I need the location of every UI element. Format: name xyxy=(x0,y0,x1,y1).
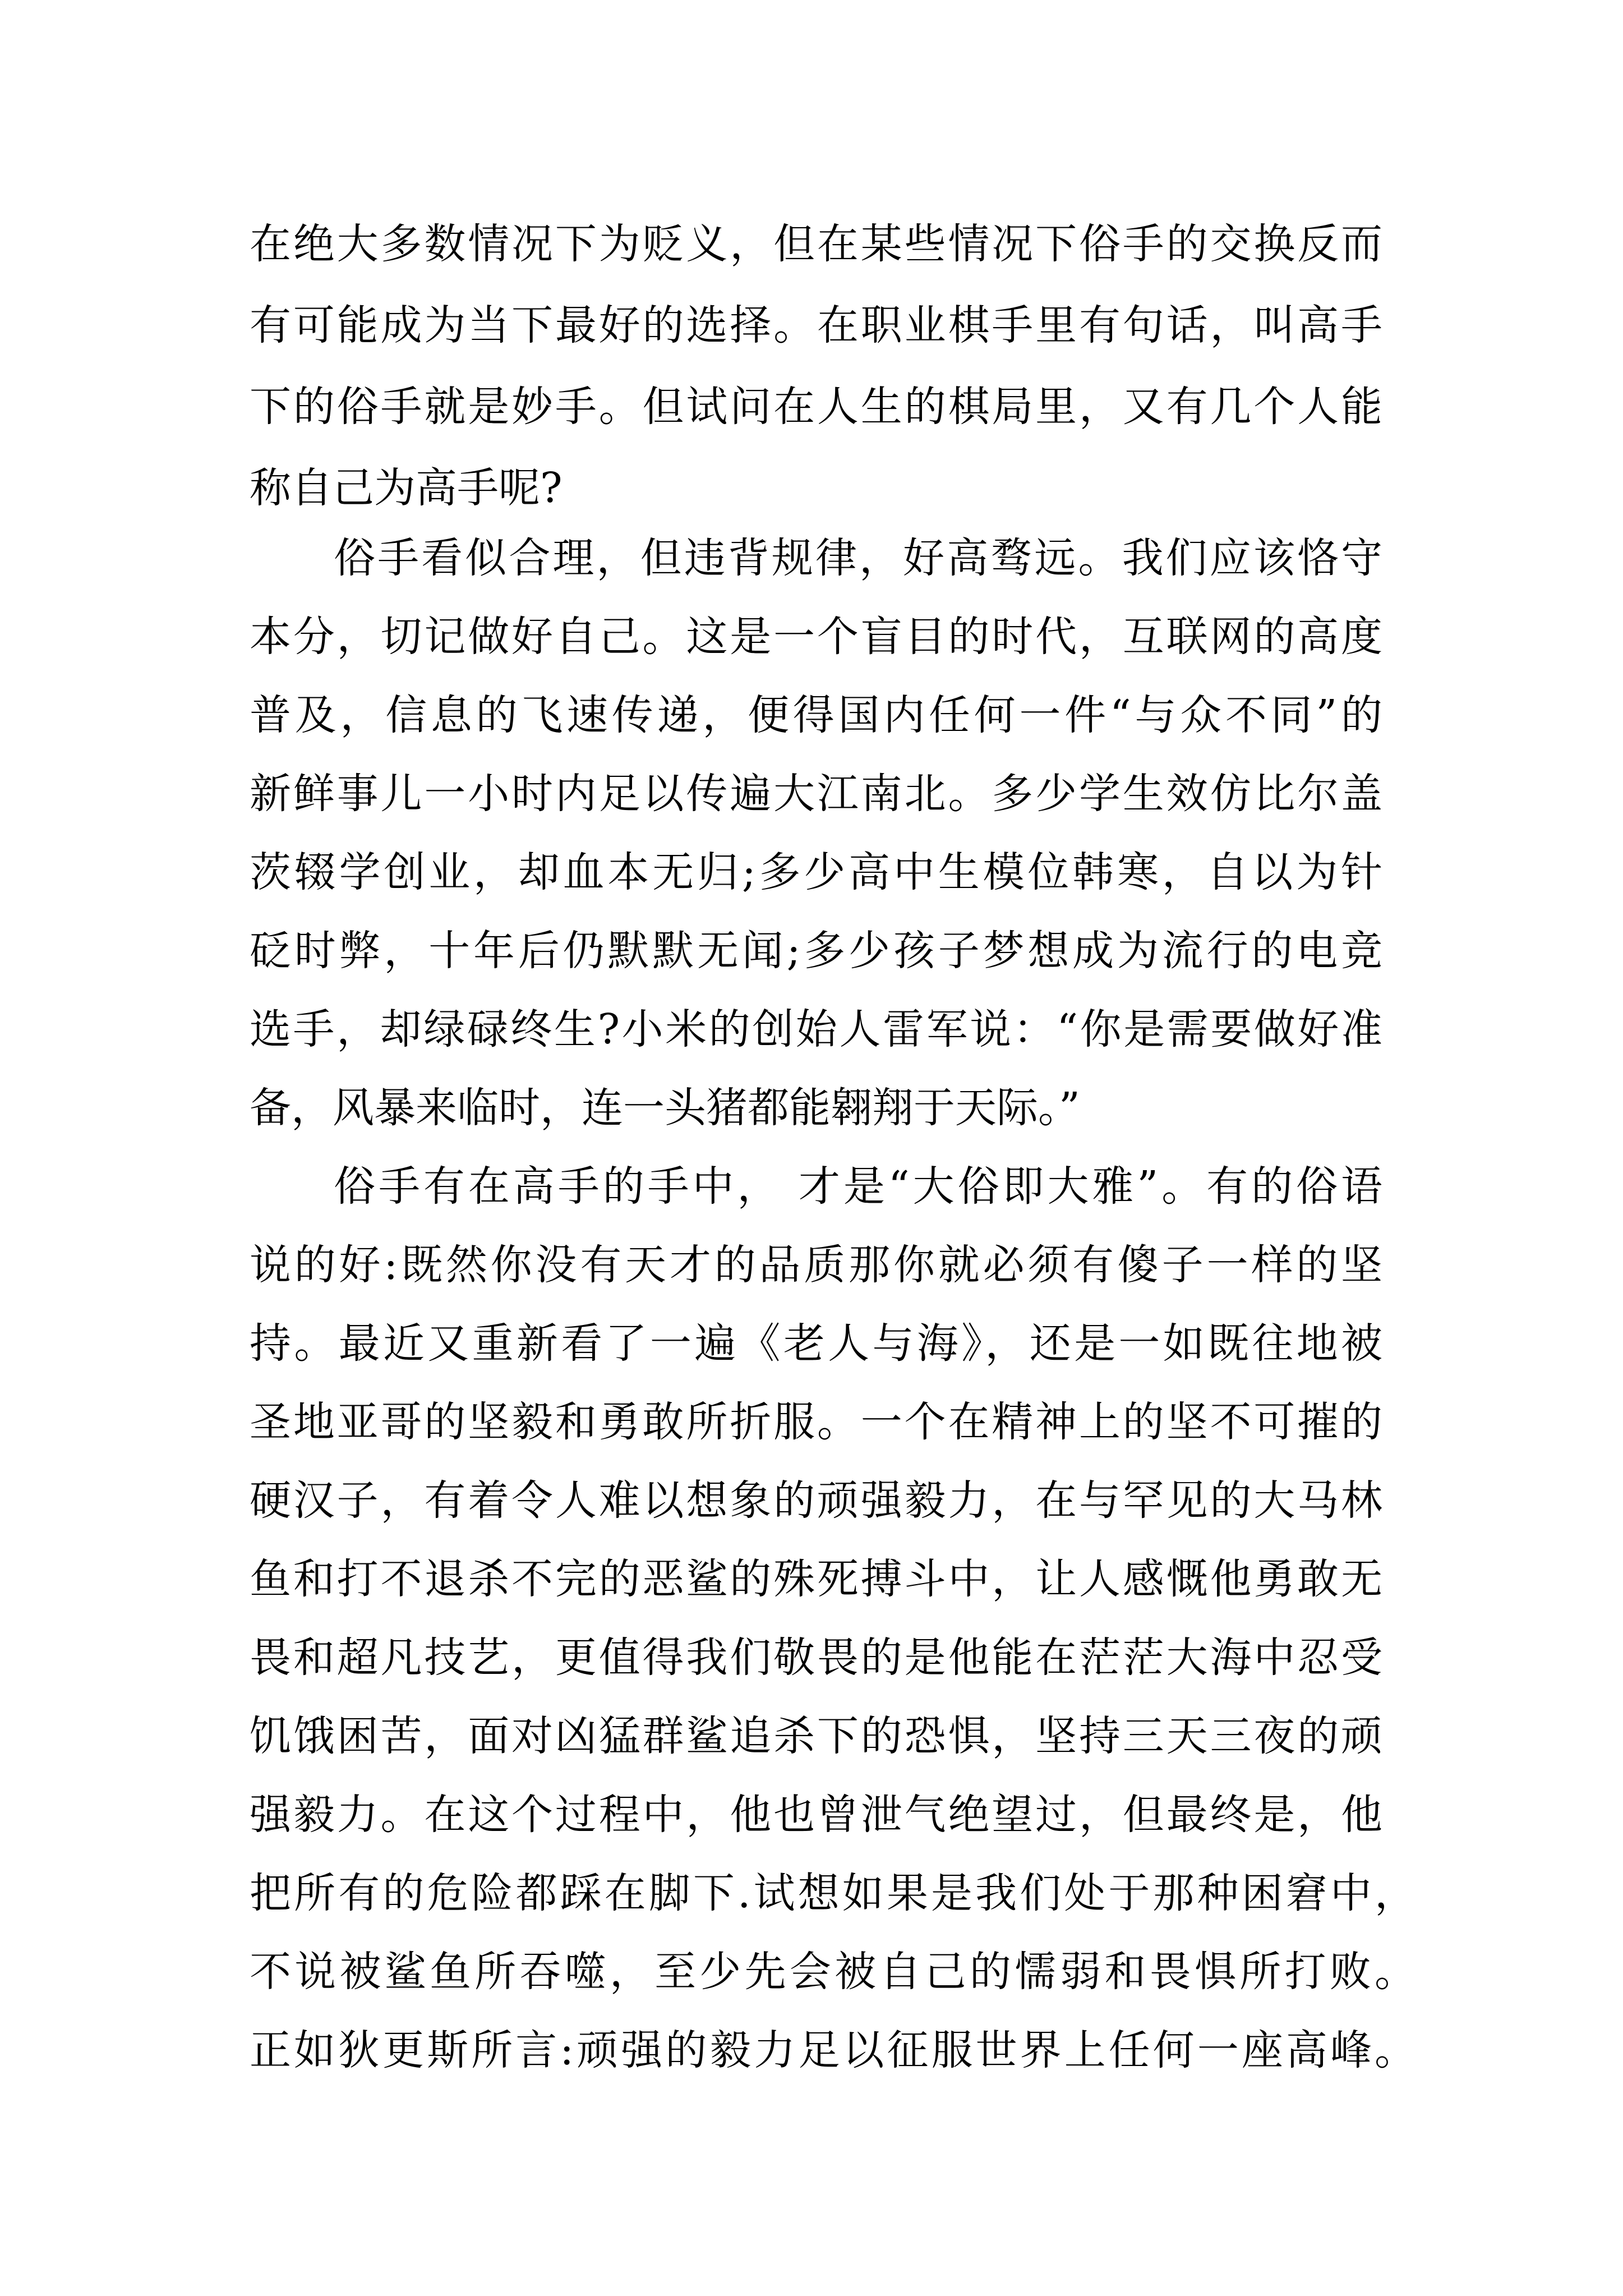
text-line: 说的好:既然你没有天才的品质那你就必须有傻子一样的坚 xyxy=(250,1241,1382,1289)
text-line: 鱼和打不退杀不完的恶鲨的殊死搏斗中，让人感慨他勇敢无 xyxy=(250,1555,1382,1603)
text-line: 新鲜事儿一小时内足以传遍大江南北。多少学生效仿比尔盖 xyxy=(250,770,1382,818)
text-line: 饥饿困苦，面对凶猛群鲨追杀下的恐惧，坚持三天三夜的顽 xyxy=(250,1712,1382,1760)
text-line: 普及，信息的飞速传递，便得国内任何一件“与众不同”的 xyxy=(250,691,1382,739)
text-line: 在绝大多数情况下为贬义，但在某些情况下俗手的交换反而 xyxy=(250,220,1382,268)
text-line: 持。最近又重新看了一遍《老人与海》，还是一如既往地被 xyxy=(250,1319,1382,1368)
text-line: 本分，切记做好自己。这是一个盲目的时代，互联网的高度 xyxy=(250,613,1382,661)
text-line: 圣地亚哥的坚毅和勇敢所折服。一个在精神上的坚不可摧的 xyxy=(250,1398,1382,1446)
text-line: 正如狄更斯所言:顽强的毅力足以征服世界上任何一座高峰。 xyxy=(250,2026,1416,2074)
text-line: 俗手有在高手的手中， 才是“大俗即大雅”。有的俗语 xyxy=(334,1162,1382,1211)
text-line: 茨辍学创业，却血本无归;多少高中生模位韩寒，自以为针 xyxy=(250,848,1382,896)
text-line: 备，风暴来临时，连一头猪都能翱翔于天际。” xyxy=(250,1084,1080,1132)
text-line: 把所有的危险都踩在脚下.试想如果是我们处于那种困窘中， xyxy=(250,1869,1416,1917)
text-line: 称自己为高手呢? xyxy=(250,464,562,512)
text-line: 砭时弊，十年后仍默默无闻;多少孩子梦想成为流行的电竞 xyxy=(250,927,1382,975)
text-line: 不说被鲨鱼所吞噬，至少先会被自己的懦弱和畏惧所打败。 xyxy=(250,1948,1416,1996)
text-line: 选手，却绿碌终生?小米的创始人雷军说：“你是需要做好准 xyxy=(250,1005,1382,1053)
text-line: 下的俗手就是妙手。但试问在人生的棋局里，又有几个人能 xyxy=(250,383,1382,431)
text-line: 硬汉子，有着令人难以想象的顽强毅力，在与罕见的大马林 xyxy=(250,1476,1382,1525)
text-line: 畏和超凡技艺，更值得我们敬畏的是他能在茫茫大海中忍受 xyxy=(250,1634,1382,1682)
text-line: 俗手看似合理，但违背规律，好高骛远。我们应该恪守 xyxy=(334,534,1382,582)
text-line: 有可能成为当下最好的选择。在职业棋手里有句话，叫高手 xyxy=(250,301,1382,349)
text-line: 强毅力。在这个过程中，他也曾泄气绝望过，但最终是，他 xyxy=(250,1791,1382,1839)
